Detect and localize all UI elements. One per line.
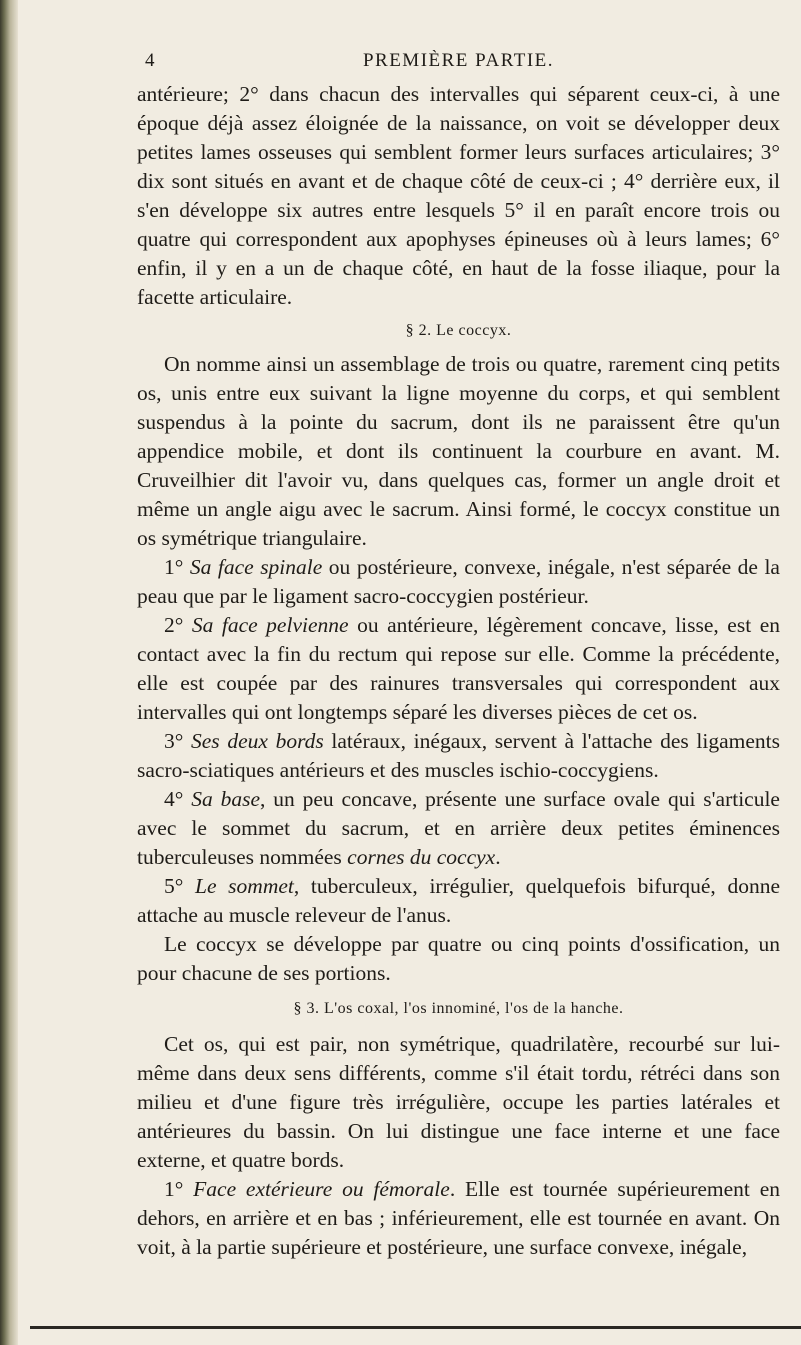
item-term: Sa face pelvienne — [191, 613, 349, 637]
bottom-rule — [30, 1326, 801, 1329]
item-number: 4° — [164, 787, 192, 811]
page-binding-edge — [0, 0, 18, 1345]
list-item-face-spinale — [137, 553, 780, 611]
item-term: Face extérieure ou fémorale — [193, 1177, 450, 1201]
item-number: 3° — [164, 729, 192, 753]
item-term: Ses deux bords — [191, 729, 324, 753]
paragraph-sacrum-ossification: antérieure; 2° dans chacun des intervalles qui séparent ceux-ci, à une époque déjà assez éloignée de la naissance, on voit se développer deux petites lames osseuses qui semblent former leurs surfaces articulaires; 3° dix sont situés en avant et de chaque côté de ceux-ci ; 4° derrière eux, il s'en développe six autres entre lesquels 5° il en paraît encore trois ou quatre qui correspondent aux apophyses épineuses où à leurs lames; 6° enfin, il y en a un de chaque côté, en haut de la fosse iliaque, pour la facette articulaire. — [137, 82, 780, 309]
list-item-face-pelvienne — [137, 611, 780, 727]
item-term: Le sommet — [195, 874, 294, 898]
item-number: 1° — [164, 555, 190, 579]
item-description: , tuberculeux, irrégulier, quelquefois bifurqué, donne attache au muscle releveur de l'anus. — [137, 874, 780, 927]
list-item-face-exterieure — [137, 1175, 780, 1262]
item-description: latéraux, inégaux, servent à l'attache des ligaments sacro-sciatiques antérieurs et des muscles ischio-coccygiens. — [137, 729, 780, 782]
list-item-sommet — [137, 872, 780, 930]
item-number: 5° — [164, 874, 196, 898]
item-number: 2° — [164, 613, 192, 637]
section-heading-coccyx: § 2. Le coccyx. — [405, 322, 512, 339]
item-number: 1° — [164, 1177, 194, 1201]
page-number: 4 — [145, 50, 156, 71]
section-heading-os-coxal: § 3. L'os coxal, l'os innominé, l'os de la hanche. — [293, 1000, 624, 1017]
body-text — [137, 80, 780, 1262]
book-page — [137, 50, 780, 1330]
paragraph-coccyx-intro: On nomme ainsi un assemblage de trois ou quatre, rarement cinq petits os, unis entre eux suivant la ligne moyenne du corps, et qui semblent suspendus à la pointe du sacrum, dont ils ne paraissent être qu'un appendice mobile, et dont ils continuent la courbure en avant. M. Cruveilhier dit l'avoir vu, dans quelques cas, former un angle droit et même un angle aigu avec le sacrum. Ainsi formé, le coccyx constitue un os symétrique triangulaire. — [137, 352, 780, 550]
running-head — [137, 50, 780, 80]
item-description: , un peu concave, présente une surface ovale qui s'articule avec le sommet du sacrum, et en arrière deux petites éminences tuberculeuses nommées — [137, 787, 780, 869]
item-description: ou postérieure, convexe, inégale, n'est séparée de la peau que par le ligament sacro-coccygien postérieur. — [137, 555, 780, 608]
paragraph-coccyx-development: Le coccyx se développe par quatre ou cinq points d'ossification, un pour chacune de ses portions. — [137, 932, 780, 985]
list-item-base — [137, 785, 780, 872]
running-title: PREMIÈRE PARTIE. — [362, 50, 555, 71]
item-punctuation: . — [495, 845, 501, 869]
item-description: ou antérieure, légèrement concave, lisse, est en contact avec la fin du rectum qui repose sur elle. Comme la précédente, elle est coupée par des rainures transversales qui correspondent aux intervalles qui ont longtemps séparé les diverses pièces de cet os. — [137, 613, 780, 724]
item-term: Sa face spinale — [189, 555, 323, 579]
paragraph-os-coxal-intro: Cet os, qui est pair, non symétrique, quadrilatère, recourbé sur lui-même dans deux sens différents, comme s'il était tordu, rétréci dans son milieu et d'une figure très irrégulière, occupe les parties latérales et antérieures du bassin. On lui distingue une face interne et une face externe, et quatre bords. — [137, 1032, 780, 1172]
list-item-deux-bords — [137, 727, 780, 785]
item-term: Sa base — [191, 787, 260, 811]
item-description: . Elle est tournée supérieurement en dehors, en arrière et en bas ; inférieurement, elle est tournée en avant. On voit, à la partie supérieure et postérieure, une surface convexe, inégale, — [137, 1177, 780, 1259]
item-term-secondary: cornes du coccyx — [347, 845, 496, 869]
